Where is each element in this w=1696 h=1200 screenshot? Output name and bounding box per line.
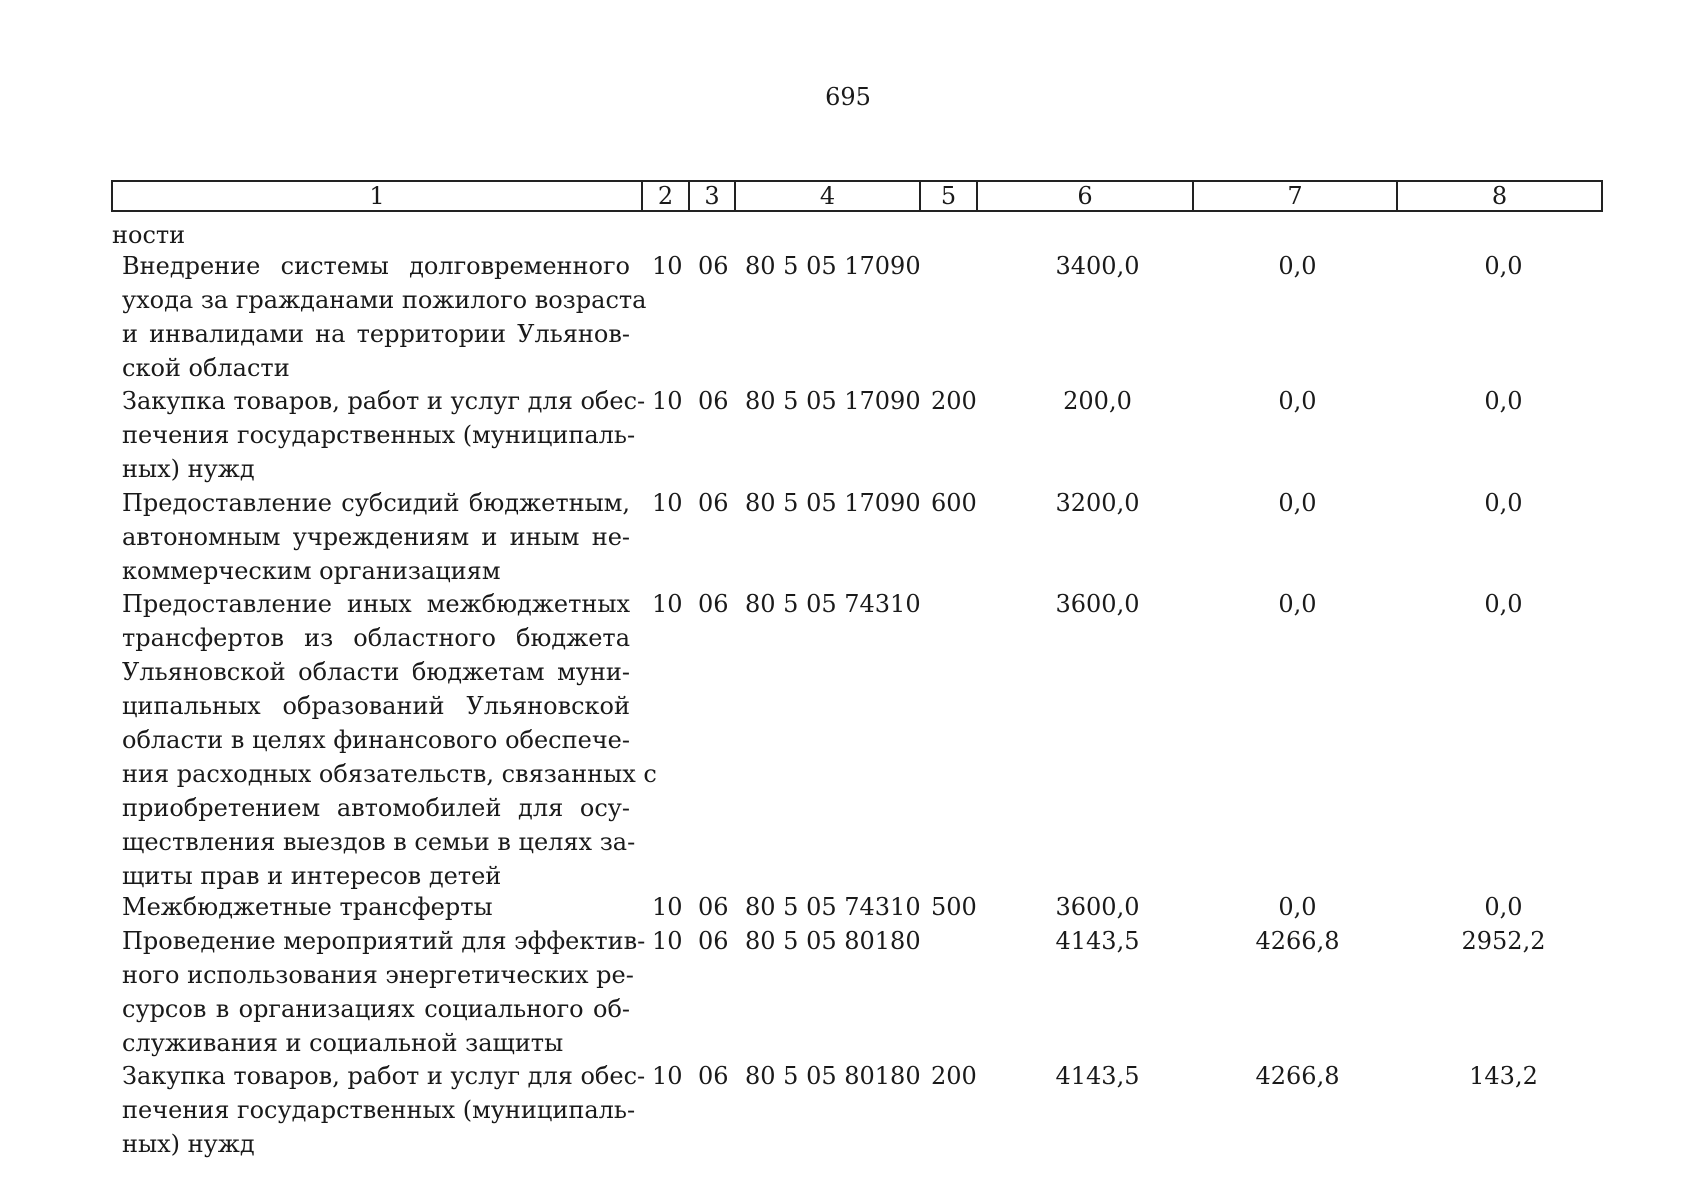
row-cell-c6: 4143,5 <box>1055 927 1140 955</box>
row-description <box>122 924 646 1060</box>
row-cell-c6: 3200,0 <box>1055 489 1140 517</box>
row-cell-c4: 80 5 05 80180 <box>745 1062 921 1090</box>
row-description-line: сурсов в организациях социального об- <box>122 995 630 1023</box>
header-col-6: 6 <box>978 182 1194 210</box>
row-description-line: Проведение мероприятий для эффектив- <box>122 927 646 955</box>
header-col-4: 4 <box>736 182 921 210</box>
row-description-line: Ульяновской области бюджетам муни- <box>122 658 630 686</box>
header-col-2: 2 <box>643 182 690 210</box>
row-description-line: щиты прав и интересов детей <box>122 862 502 890</box>
row-cell-c7: 0,0 <box>1278 387 1317 415</box>
row-cell-c2: 10 <box>652 927 683 955</box>
row-cell-c5: 600 <box>931 489 977 517</box>
row-cell-c2: 10 <box>652 489 683 517</box>
table-header <box>111 180 1603 212</box>
row-cell-c8: 143,2 <box>1469 1062 1538 1090</box>
row-description-line: ществления выездов в семьи в целях за- <box>122 828 636 856</box>
row-cell-c3: 06 <box>698 489 729 517</box>
row-description-line: Закупка товаров, работ и услуг для обес- <box>122 1062 646 1090</box>
header-col-1: 1 <box>113 182 643 210</box>
continuation-text: ности <box>112 221 186 249</box>
row-description-line: трансфертов из областного бюджета <box>122 624 630 652</box>
row-cell-c5: 500 <box>931 893 977 921</box>
row-description <box>122 249 647 385</box>
row-description <box>122 384 646 486</box>
row-description-line: печения государственных (муниципаль- <box>122 1096 636 1124</box>
row-cell-c7: 0,0 <box>1278 252 1317 280</box>
row-cell-c2: 10 <box>652 590 683 618</box>
row-cell-c7: 0,0 <box>1278 489 1317 517</box>
row-description-line: Межбюджетные трансферты <box>122 893 493 921</box>
row-description-line: коммерческим организациям <box>122 557 501 585</box>
row-description-line: служивания и социальной защиты <box>122 1029 564 1057</box>
row-description-line: ния расходных обязательств, связанных с <box>122 760 657 788</box>
row-cell-c8: 2952,2 <box>1461 927 1546 955</box>
row-cell-c3: 06 <box>698 387 729 415</box>
row-cell-c2: 10 <box>652 893 683 921</box>
row-cell-c6: 4143,5 <box>1055 1062 1140 1090</box>
row-cell-c8: 0,0 <box>1484 252 1523 280</box>
row-cell-c3: 06 <box>698 590 729 618</box>
row-cell-c5: 200 <box>931 1062 977 1090</box>
row-cell-c3: 06 <box>698 252 729 280</box>
row-cell-c6: 3600,0 <box>1055 590 1140 618</box>
row-cell-c3: 06 <box>698 1062 729 1090</box>
row-cell-c4: 80 5 05 74310 <box>745 590 921 618</box>
header-col-3: 3 <box>690 182 736 210</box>
row-cell-c2: 10 <box>652 1062 683 1090</box>
row-description-line: ципальных образований Ульяновской <box>122 692 630 720</box>
row-cell-c8: 0,0 <box>1484 387 1523 415</box>
row-description-line: Предоставление субсидий бюджетным, <box>122 489 630 517</box>
row-description-line: печения государственных (муниципаль- <box>122 421 636 449</box>
header-col-8: 8 <box>1491 182 1508 210</box>
row-cell-c4: 80 5 05 17090 <box>745 252 921 280</box>
row-description-line: приобретением автомобилей для осу- <box>122 794 630 822</box>
row-cell-c8: 0,0 <box>1484 590 1523 618</box>
row-cell-c2: 10 <box>652 387 683 415</box>
row-description-line: ухода за гражданами пожилого возраста <box>122 286 647 314</box>
row-description <box>122 890 630 924</box>
header-col-5: 5 <box>921 182 978 210</box>
row-description <box>122 486 630 588</box>
row-description-line: Внедрение системы долговременного <box>122 252 630 280</box>
row-description-line: ных) нужд <box>122 455 255 483</box>
row-cell-c6: 200,0 <box>1063 387 1132 415</box>
row-cell-c4: 80 5 05 74310 <box>745 893 921 921</box>
row-description-line: Предоставление иных межбюджетных <box>122 590 630 618</box>
row-cell-c6: 3600,0 <box>1055 893 1140 921</box>
row-cell-c3: 06 <box>698 927 729 955</box>
row-cell-c7: 4266,8 <box>1255 927 1340 955</box>
row-description <box>122 1059 646 1161</box>
row-description-line: ного использования энергетических ре- <box>122 961 634 989</box>
row-description-line: ской области <box>122 354 290 382</box>
row-cell-c6: 3400,0 <box>1055 252 1140 280</box>
row-cell-c8: 0,0 <box>1484 893 1523 921</box>
row-cell-c4: 80 5 05 17090 <box>745 489 921 517</box>
row-description-line: и инвалидами на территории Ульянов- <box>122 320 630 348</box>
row-cell-c8: 0,0 <box>1484 489 1523 517</box>
row-description-line: Закупка товаров, работ и услуг для обес- <box>122 387 646 415</box>
row-cell-c3: 06 <box>698 893 729 921</box>
page-number: 695 <box>825 83 871 111</box>
row-description-line: области в целях финансового обеспече- <box>122 726 630 754</box>
row-cell-c7: 4266,8 <box>1255 1062 1340 1090</box>
row-cell-c4: 80 5 05 80180 <box>745 927 921 955</box>
row-cell-c7: 0,0 <box>1278 893 1317 921</box>
row-description-line: ных) нужд <box>122 1130 255 1158</box>
header-col-7: 7 <box>1194 182 1398 210</box>
row-cell-c2: 10 <box>652 252 683 280</box>
row-cell-c4: 80 5 05 17090 <box>745 387 921 415</box>
row-description-line: автономным учреждениям и иным не- <box>122 523 630 551</box>
row-cell-c5: 200 <box>931 387 977 415</box>
row-cell-c7: 0,0 <box>1278 590 1317 618</box>
row-description <box>122 587 657 893</box>
